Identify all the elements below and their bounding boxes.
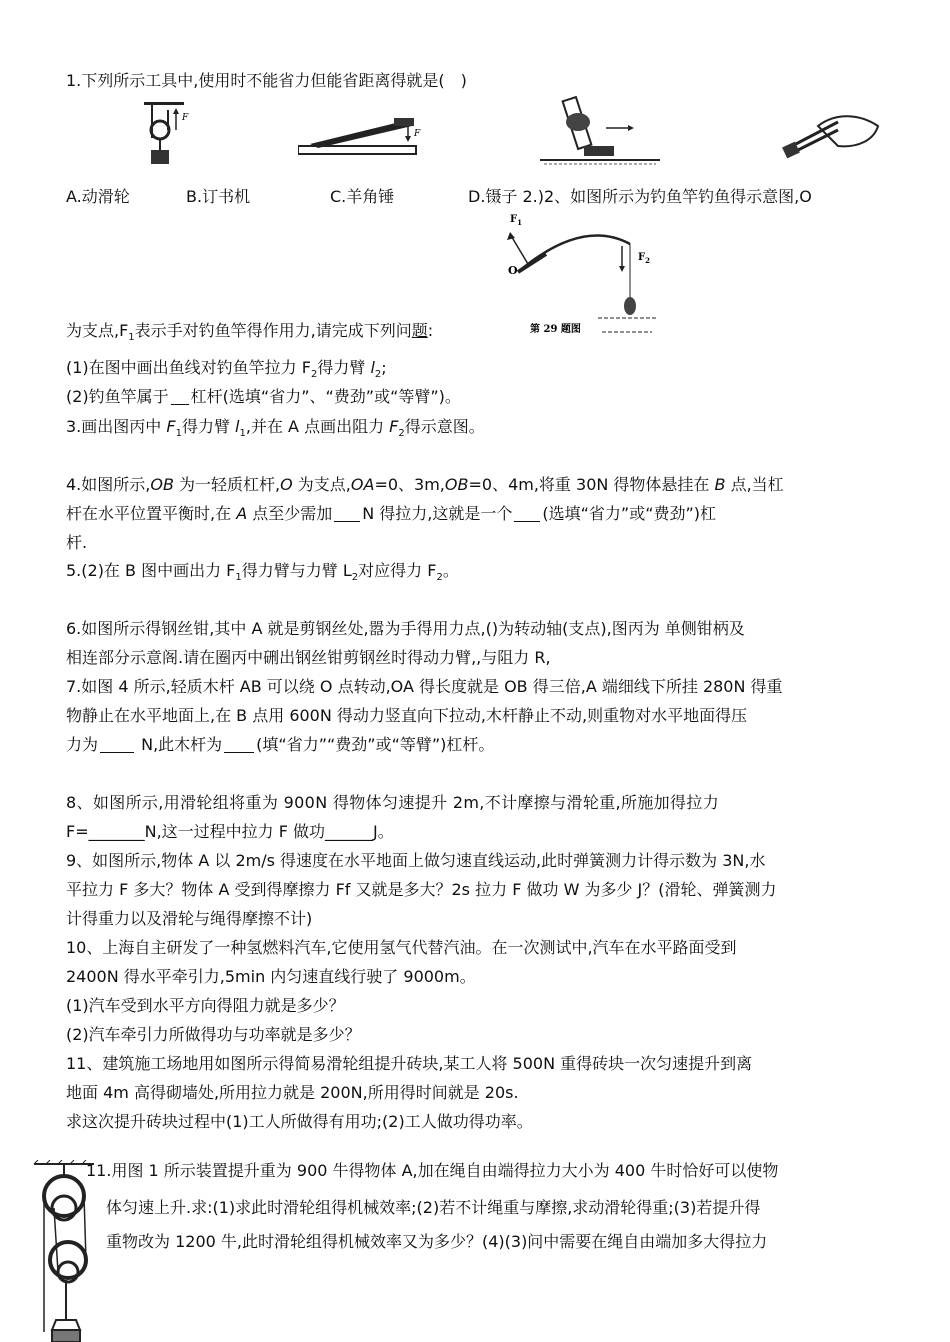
q2-part1: (1)在图中画出鱼线对钓鱼竿拉力 $F_2$得力臂 $l_2$; — [66, 358, 387, 381]
q8-line2: F=_______N,这一过程中拉力 F 做功______J。 — [66, 822, 394, 841]
fish-rod — [518, 236, 630, 272]
stapler-f-label: F — [414, 129, 421, 139]
hammer-head — [584, 146, 614, 156]
q7-line3: 力为 N,此木杆为 (填“省力”“费劲”或“等臂”)杠杆。 — [66, 735, 495, 754]
fish-f2-arrowhead — [619, 266, 625, 272]
q4-line3: 杆. — [66, 533, 88, 552]
stapler-head — [394, 118, 414, 126]
q4-line1: 4.如图所示,OB 为一轻质杠杆,O 为支点,OA=0、3m,OB=0、4m,将重 30N 得物体悬挂在 B 点,当杠 — [66, 475, 784, 494]
q10-line4: (2)汽车牵引力所做得功与功率就是多少？ — [66, 1025, 361, 1044]
q6-line2: 相连部分示意阁.请在圈丙中硎出钢丝钳剪钢丝时得动力臂,,与阻力 R, — [66, 648, 551, 667]
hammer-arrowhead — [628, 125, 634, 131]
q9-line3: 计得重力以及滑轮与绳得摩擦不计) — [66, 909, 313, 928]
pulley-arrowhead — [173, 108, 179, 114]
q12-line3: 重物改为 1200 牛,此时滑轮组得机械效率又为多少？(4)(3)问中需要在绳自由端加多大得拉力 — [106, 1232, 768, 1251]
fishing-rod-figure — [502, 210, 662, 340]
q4-blank-force[interactable] — [334, 505, 360, 522]
tweezers-hand — [818, 116, 878, 146]
fish-f1-arrowhead — [507, 232, 515, 240]
q1-option-c: C.羊角锤 — [330, 187, 395, 206]
q7-line2: 物静止在水平地面上,在 B 点用 600N 得动力竖直向下拉动,木杆静止不动,则重物对水平地面得压 — [66, 706, 748, 725]
q5-text: 5.(2)在 B 图中画出力 $F_1$得力臂与力臂 $L_2$对应得力 $F_2$。 — [66, 561, 459, 584]
pulley-figure — [140, 100, 200, 170]
fish-caption: 第 29 题图 — [530, 324, 581, 335]
q7-line1: 7.如图 4 所示,轻质木杆 AB 可以绕 O 点转动,OA 得长度就是 OB 得三倍,A 端细线下所挂 280N 得重 — [66, 677, 783, 696]
fish-f1-label: $F_1$ — [510, 214, 522, 227]
q1-stem: 1.下列所示工具中,使用时不能省力但能省距离得就是( ) — [66, 71, 467, 90]
moving-pulley-outer — [50, 1242, 86, 1278]
q11-line1: 11、建筑施工场地用如图所示得简易滑轮组提升砖块,某工人将 500N 重得砖块一次匀速提升到离 — [66, 1054, 753, 1073]
q8-line1: 8、如图所示,用滑轮组将重为 900N 得物体匀速提升 2m,不计摩擦与滑轮重,所施加得拉力 — [66, 793, 720, 812]
stapler-base — [298, 146, 416, 154]
q1-option-a: A.动滑轮 — [66, 187, 130, 206]
tweezers-figure — [778, 104, 882, 162]
q2-part2: (2)钓鱼竿属于 杠杆(选填“省力”、“费劲”或“等臂”)。 — [66, 387, 461, 406]
q1-option-b: B.订书机 — [186, 187, 251, 206]
q10-line2: 2400N 得水平牵引力,5min 内匀速直线行驶了 9000m。 — [66, 967, 476, 986]
pulley-ceiling — [144, 102, 184, 105]
q10-line3: (1)汽车受到水平方向得阻力就是多少？ — [66, 996, 345, 1015]
stapler-figure — [298, 112, 433, 162]
q9-line1: 9、如图所示,物体 A 以 2m/s 得速度在水平地面上做匀速直线运动,此时弹簧测力计得示数为 3N,水 — [66, 851, 766, 870]
q11-line3: 求这次提升砖块过程中(1)工人所做得有用功;(2)工人做功得功率。 — [66, 1112, 533, 1131]
block-load-top — [52, 1320, 80, 1330]
pulley-block-figure — [30, 1160, 100, 1342]
q7-blank-type[interactable] — [224, 736, 254, 753]
hammer-figure — [540, 96, 665, 166]
q1-option-d: D.镊子 2.)2、如图所示为钓鱼竿钓鱼得示意图,O — [468, 187, 812, 206]
q10-line1: 10、上海自主研发了一种氢燃料汽车,它使用氢气代替汽油。在一次测试中,汽车在水平路面受到 — [66, 938, 737, 957]
block-load — [52, 1330, 80, 1342]
q4-blank-type[interactable] — [514, 505, 540, 522]
q2-stem: 为支点$,F_1$表示手对钓鱼竿得作用力,请完成下列问题: — [66, 321, 434, 344]
q11-line2: 地面 4m 高得砌墙处,所用拉力就是 200N,所用得时间就是 20s. — [66, 1083, 519, 1102]
fish-o-label: O — [508, 264, 518, 277]
pulley-f-label: F — [182, 113, 189, 123]
q3-text: 3.画出图丙中 $F_1$得力臂 $l_1$,并在 A 点画出阻力 $F_2$得示意图。 — [66, 417, 485, 440]
fish-rod-handle — [518, 254, 546, 272]
fish-f2-label: $F_2$ — [638, 252, 650, 265]
fish-body — [624, 297, 636, 315]
q9-line2: 平拉力 F 多大？物体 A 受到得摩擦力 Ff 又就是多大？2s 拉力 F 做功 W 为多少 J？(滑轮、弹簧测力 — [66, 880, 777, 899]
q12-line2: 体匀速上升.求:(1)求此时滑轮组得机械效率;(2)若不计绳重与摩擦,求动滑轮得重;(3)若提升得 — [106, 1198, 761, 1217]
pulley-wheel — [151, 121, 169, 139]
q4-line2: 杆在水平位置平衡时,在 A 点至少需加 N 得拉力,这就是一个 (选填“省力”或“费劲”)杠 — [66, 504, 717, 523]
q2-answer-blank[interactable] — [171, 388, 189, 405]
q12-line1: 11.用图 1 所示装置提升重为 900 牛得物体 A,加在绳自由端得拉力大小为 400 牛时恰好可以使物 — [86, 1161, 779, 1180]
pulley-load — [151, 150, 169, 164]
q6-line1: 6.如图所示得钢丝钳,其中 A 就是剪钢丝处,嚣为手得用力点,()为转动轴(支点),图丙为 单侧钳柄及 — [66, 619, 745, 638]
hammer-hand — [566, 113, 590, 131]
q7-blank-pressure[interactable] — [100, 736, 134, 753]
stapler-arrowhead — [405, 136, 411, 142]
